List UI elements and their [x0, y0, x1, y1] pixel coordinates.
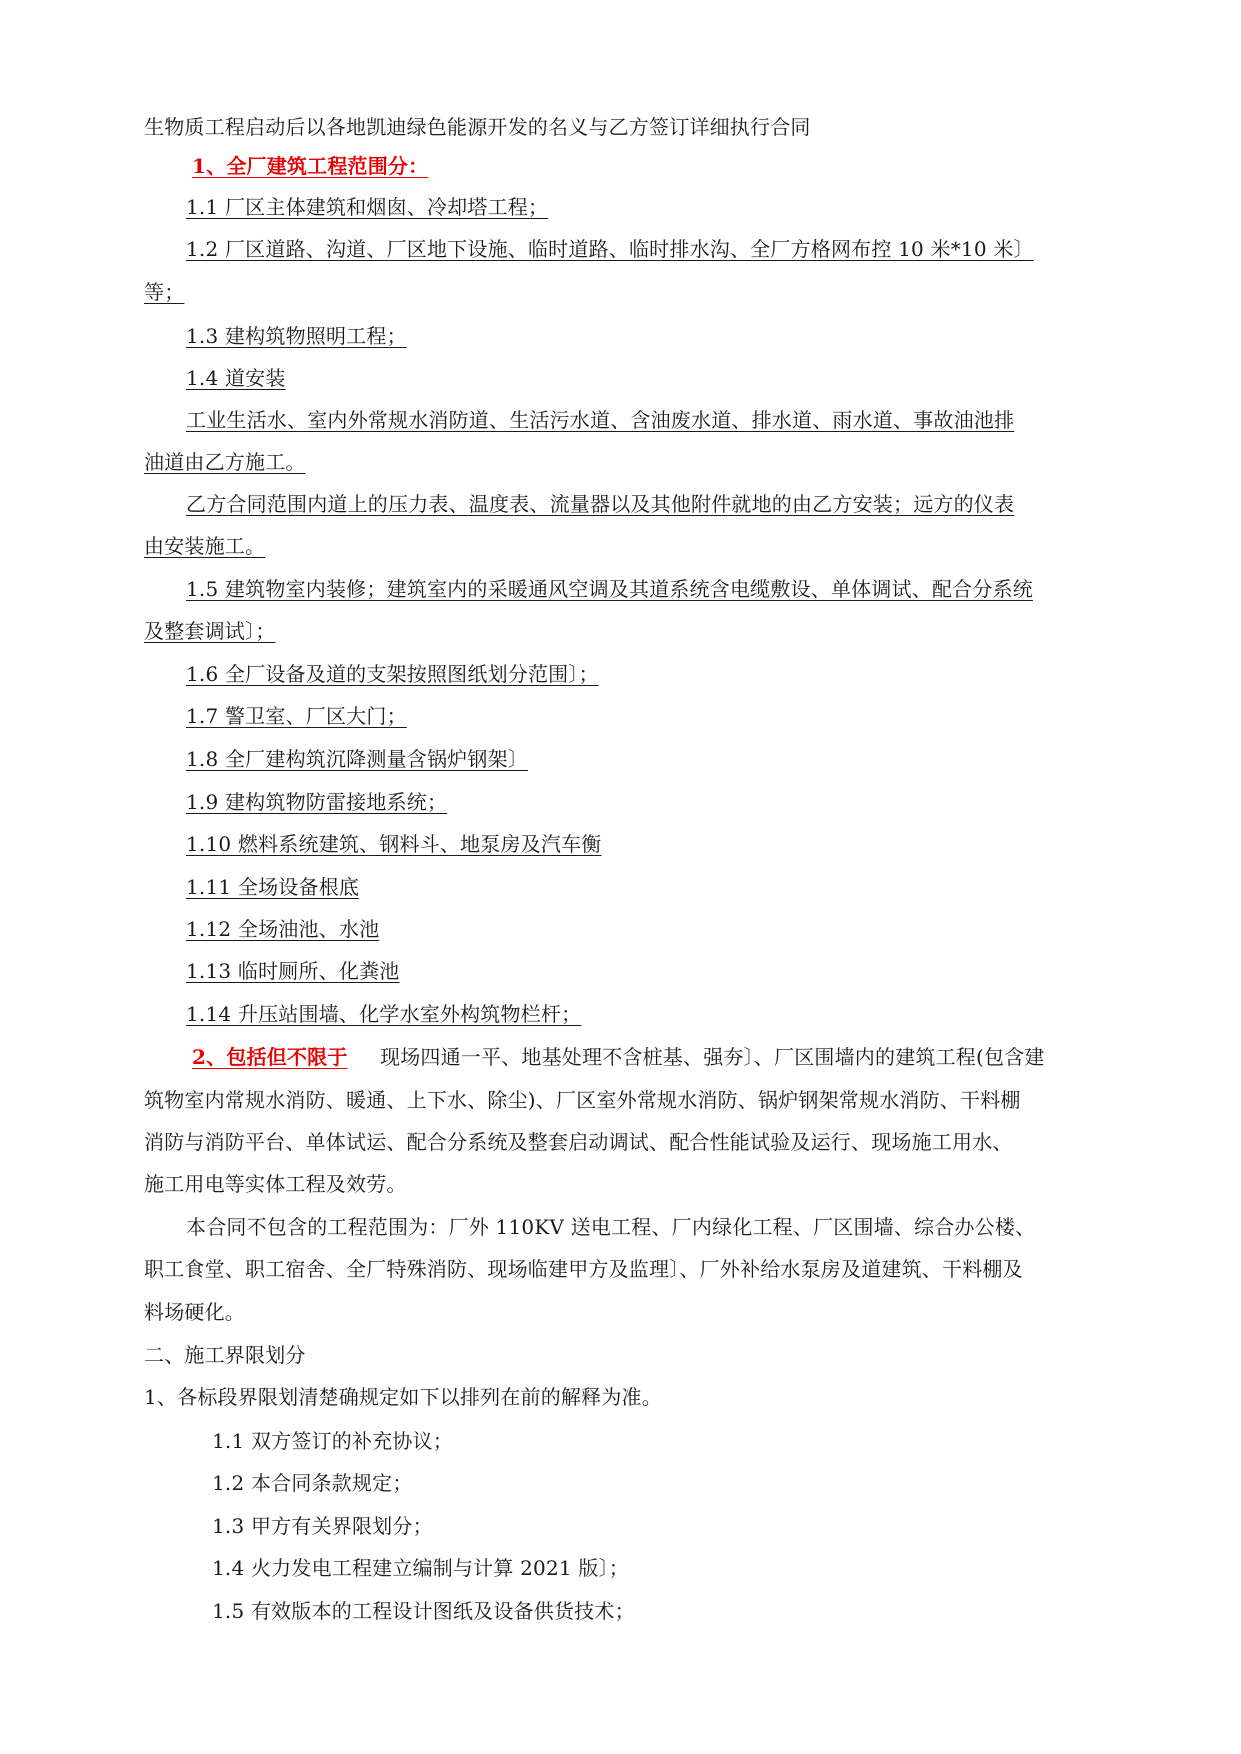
item-1-4-para-1-line-1: 工业生活水、室内外常规水消防道、生活污水道、含油废水道、排水道、雨水道、事故油池排	[186, 408, 1015, 432]
item-1-5-line-1: 1.5 建筑物室内装修；建筑室内的采暖通风空调及其道系统含电缆敷设、单体调试、配合分系统	[186, 577, 1033, 601]
item-1-1: 1.1 厂区主体建筑和烟囱、冷却塔工程；	[186, 195, 549, 219]
section-two-item-1-4: 1.4 火力发电工程建立编制与计算 2021 版〕；	[212, 1556, 629, 1580]
item-1-4: 1.4 道安装	[186, 366, 286, 390]
item-1-6: 1.6 全厂设备及道的支架按照图纸划分范围〕；	[186, 662, 599, 686]
intro-line: 生物质工程启动后以各地凯迪绿色能源开发的名义与乙方签订详细执行合同	[144, 115, 811, 139]
section-two-item-1-5: 1.5 有效版本的工程设计图纸及设备供货技术；	[212, 1599, 635, 1623]
item-1-11: 1.11 全场设备根底	[186, 875, 360, 899]
item-1-9: 1.9 建构筑物防雷接地系统；	[186, 790, 448, 814]
item-1-14: 1.14 升压站围墙、化学水室外构筑物栏杆；	[186, 1002, 582, 1026]
item-1-4-para-2-line-1: 乙方合同范围内道上的压力表、温度表、流量器以及其他附件就地的由乙方安装；远方的仪表	[186, 492, 1015, 516]
section-2-line-3: 消防与消防平台、单体试运、配合分系统及整套启动调试、配合性能试验及运行、现场施工用水、	[144, 1130, 1013, 1154]
item-1-2-line-2: 等；	[144, 280, 185, 304]
section-two-title: 二、施工界限划分	[144, 1343, 306, 1367]
section-1-heading: 1、全厂建筑工程范围分：	[192, 154, 429, 178]
item-1-8: 1.8 全厂建构筑沉降测量含锅炉钢架〕	[186, 747, 528, 771]
section-2-line-2: 筑物室内常规水消防、暖通、上下水、除尘)、厂区室外常规水消防、锅炉钢架常规水消防、干料棚	[144, 1088, 1021, 1112]
section-two-item-1-2: 1.2 本合同条款规定；	[212, 1471, 413, 1495]
section-2-line-4: 施工用电等实体工程及效劳。	[144, 1172, 407, 1196]
item-1-4-para-1-line-2: 油道由乙方施工。	[144, 450, 306, 474]
exclusion-line-1: 本合同不包含的工程范围为：厂外 110KV 送电工程、厂内绿化工程、厂区围墙、综合办公楼、	[186, 1215, 1036, 1239]
item-1-3: 1.3 建构筑物照明工程；	[186, 324, 407, 348]
item-1-10: 1.10 燃料系统建筑、钢料斗、地泵房及汽车衡	[186, 832, 602, 856]
item-1-13: 1.13 临时厕所、化粪池	[186, 959, 400, 983]
section-two-item-1-3: 1.3 甲方有关界限划分；	[212, 1514, 433, 1538]
item-1-5-line-2: 及整套调试〕；	[144, 619, 276, 643]
section-two-item-1-1: 1.1 双方签订的补充协议；	[212, 1429, 453, 1453]
item-1-7: 1.7 警卫室、厂区大门；	[186, 704, 407, 728]
section-2-heading: 2、包括但不限于	[192, 1045, 348, 1069]
section-2-line-1: 现场四通一平、地基处理不含桩基、强夯〕、厂区围墙内的建筑工程(包含建	[380, 1045, 1045, 1069]
exclusion-line-2: 职工食堂、职工宿舍、全厂特殊消防、现场临建甲方及监理〕、厂外补给水泵房及道建筑、干料棚及	[144, 1257, 1023, 1281]
item-1-2-line-1: 1.2 厂区道路、沟道、厂区地下设施、临时道路、临时排水沟、全厂方格网布控 10 米*10 米〕	[186, 237, 1034, 261]
item-1-4-para-2-line-2: 由安装施工。	[144, 534, 266, 558]
exclusion-line-3: 料场硬化。	[144, 1300, 245, 1324]
item-1-12: 1.12 全场油池、水池	[186, 917, 380, 941]
section-two-item-1: 1、各标段界限划清楚确规定如下以排列在前的解释为准。	[144, 1385, 662, 1409]
